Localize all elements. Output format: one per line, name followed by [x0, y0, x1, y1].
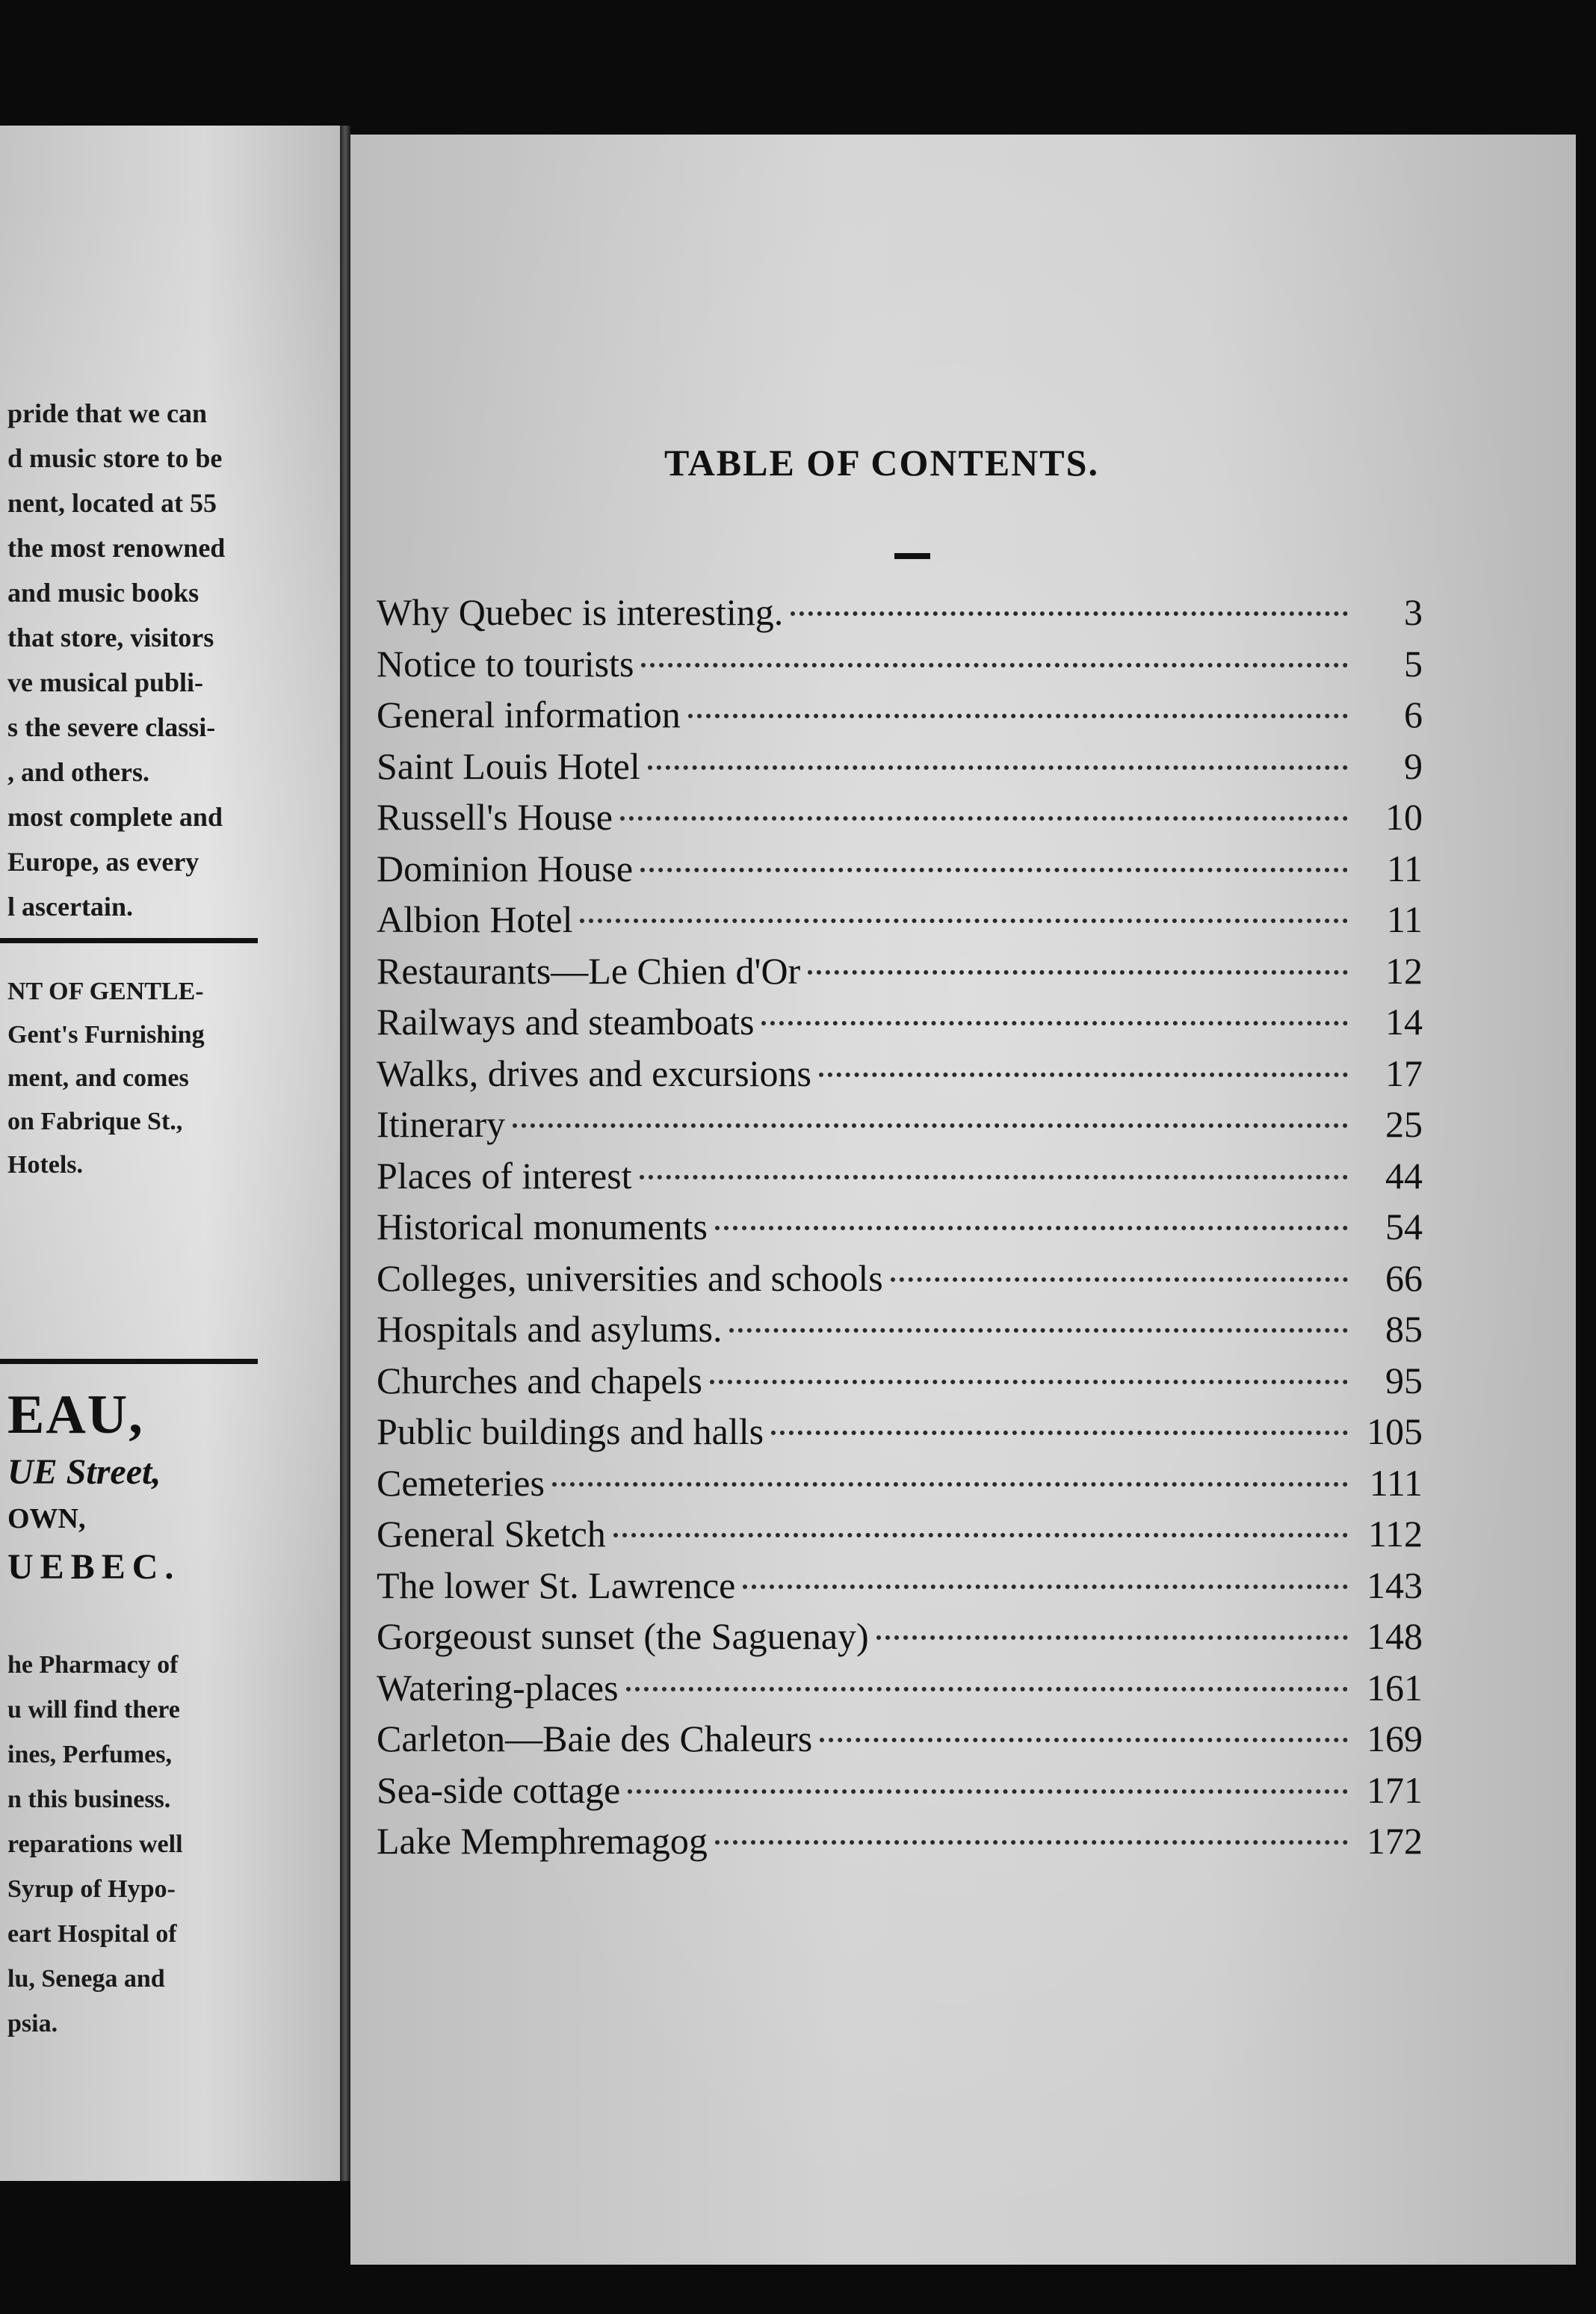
toc-entry [377, 898, 1423, 949]
toc-entry-title: Saint Louis Hotel [377, 744, 640, 787]
toc-entry-title: Churches and chapels [377, 1359, 702, 1401]
left-paragraph-line: nent, located at 55 [7, 488, 217, 518]
toc-entry [377, 1461, 1423, 1513]
toc-entry-title: Colleges, universities and schools [377, 1256, 883, 1299]
left-notice [7, 970, 321, 1187]
toc-entry-title: Why Quebec is interesting. [377, 591, 784, 633]
toc-entry [377, 642, 1423, 694]
toc-entry-title: General Sketch [377, 1513, 606, 1555]
toc-entry-title: Itinerary [377, 1103, 506, 1145]
toc-list [377, 590, 1423, 1871]
right-page [350, 135, 1576, 2265]
toc-entry [377, 1154, 1423, 1206]
toc-entry-title: Albion Hotel [377, 898, 573, 940]
toc-entry [377, 1052, 1423, 1103]
toc-entry [377, 1359, 1423, 1410]
toc-entry-title: Carleton—Baie des Chaleurs [377, 1718, 813, 1759]
left-pharmacy-line: Syrup of Hypo- [7, 1875, 176, 1903]
dot-leader [628, 1789, 1348, 1794]
left-paragraph-line: and music books [7, 578, 200, 608]
toc-entry-title: Places of interest [377, 1154, 632, 1197]
toc-entry-title: Lake Memphremagog [377, 1820, 708, 1862]
left-paragraph-line: most complete and [7, 802, 223, 832]
toc-entry [377, 1768, 1423, 1820]
toc-entry-page: 85 [1385, 1308, 1423, 1350]
dot-leader [513, 1123, 1348, 1128]
toc-entry-title: General information [377, 694, 681, 735]
toc-entry-title: Sea-side cottage [377, 1768, 621, 1811]
dot-leader [640, 1175, 1348, 1179]
toc-entry-page: 9 [1404, 744, 1423, 787]
dot-leader [761, 1021, 1348, 1025]
book-gutter [340, 126, 350, 2181]
dot-leader [580, 919, 1348, 923]
toc-entry-page: 17 [1385, 1052, 1423, 1094]
left-notice-line: Hotels. [7, 1151, 84, 1179]
left-pharmacy-line: lu, Senega and [7, 1965, 165, 1993]
left-paragraph-line: , and others. [7, 757, 150, 787]
left-paragraph [7, 391, 321, 929]
toc-entry-title: The lower St. Lawrence [377, 1564, 736, 1606]
dot-leader [640, 868, 1348, 872]
left-notice-line: NT OF GENTLE- [7, 978, 204, 1005]
left-paragraph-line: Europe, as every [7, 847, 200, 877]
dot-leader [710, 1380, 1348, 1384]
toc-entry-page: 11 [1386, 898, 1423, 940]
left-pharmacy-line: reparations well [7, 1830, 183, 1858]
left-page-fragment [0, 126, 340, 2181]
toc-entry-page: 112 [1367, 1513, 1423, 1555]
toc-entry-title: Restaurants—Le Chien d'Or [377, 949, 801, 992]
toc-entry-title: Railways and steamboats [377, 1001, 755, 1043]
toc-entry-title: Dominion House [377, 847, 634, 889]
left-pharmacy-line: he Pharmacy of [7, 1651, 179, 1679]
left-paragraph-line: s the severe classi- [7, 712, 216, 742]
left-pharmacy-line: psia. [7, 2010, 58, 2037]
toc-entry-title: Cemeteries [377, 1461, 545, 1504]
toc-entry [377, 1512, 1423, 1564]
toc-entry-page: 3 [1404, 591, 1423, 633]
dot-leader [688, 714, 1348, 718]
dot-leader [648, 765, 1348, 770]
toc-entry [377, 590, 1423, 642]
dot-leader [613, 1533, 1348, 1537]
dot-leader [891, 1277, 1348, 1282]
toc-entry-title: Gorgeoust sunset (the Saguenay) [377, 1615, 869, 1657]
toc-entry-page: 161 [1367, 1666, 1423, 1709]
toc-entry-page: 12 [1385, 949, 1423, 992]
dot-leader [626, 1687, 1348, 1691]
toc-entry [377, 1717, 1423, 1768]
toc-entry-page: 171 [1367, 1768, 1423, 1811]
toc-entry [377, 1102, 1423, 1154]
dot-leader [743, 1585, 1348, 1589]
toc-entry-page: 5 [1404, 642, 1423, 685]
toc-entry-page: 44 [1385, 1154, 1423, 1197]
left-notice-line: ment, and comes [7, 1064, 189, 1092]
toc-entry-page: 6 [1404, 694, 1423, 735]
left-paragraph-line: l ascertain. [7, 892, 133, 922]
toc-entry [377, 1666, 1423, 1718]
left-notice-line: on Fabrique St., [7, 1108, 183, 1135]
toc-entry-page: 172 [1367, 1820, 1423, 1862]
toc-entry-title: Russell's House [377, 796, 613, 838]
toc-entry-page: 66 [1385, 1256, 1423, 1299]
toc-entry [377, 1410, 1423, 1461]
toc-entry [377, 1614, 1423, 1666]
toc-entry-page: 105 [1367, 1410, 1423, 1452]
dot-leader [715, 1226, 1348, 1230]
dot-leader [729, 1328, 1348, 1333]
toc-entry-page: 111 [1369, 1461, 1423, 1504]
toc-entry-page: 54 [1385, 1206, 1423, 1247]
dot-leader [876, 1635, 1348, 1640]
left-paragraph-line: pride that we can [7, 398, 207, 428]
left-paragraph-line: the most renowned [7, 533, 226, 563]
toc-title: TABLE OF CONTENTS. [664, 442, 1099, 484]
toc-entry-page: 25 [1385, 1103, 1423, 1145]
left-notice-line: Gent's Furnishing [7, 1021, 205, 1049]
advert-street: UE Street, [7, 1452, 161, 1492]
advert-city: UEBEC. [7, 1547, 181, 1587]
divider-rule [0, 938, 258, 943]
dot-leader [819, 1073, 1348, 1077]
dot-leader [791, 611, 1348, 616]
left-paragraph-line: that store, visitors [7, 623, 214, 652]
toc-entry-page: 143 [1367, 1564, 1423, 1606]
toc-entry-page: 11 [1386, 847, 1423, 889]
toc-entry-title: Watering-places [377, 1666, 619, 1709]
toc-entry-title: Hospitals and asylums. [377, 1308, 723, 1350]
toc-entry-title: Public buildings and halls [377, 1410, 764, 1452]
dot-leader [771, 1431, 1348, 1435]
divider-rule [0, 1359, 258, 1364]
dot-leader [641, 663, 1348, 667]
dot-leader [820, 1738, 1348, 1742]
toc-entry-page: 148 [1367, 1615, 1423, 1657]
left-paragraph-line: d music store to be [7, 443, 223, 473]
toc-entry [377, 1205, 1423, 1256]
left-paragraph-line: ve musical publi- [7, 667, 204, 697]
left-advert-heading [7, 1381, 329, 1593]
dot-leader [620, 816, 1348, 821]
toc-entry [377, 1256, 1423, 1308]
toc-entry [377, 744, 1423, 796]
toc-entry [377, 949, 1423, 1001]
toc-entry [377, 1564, 1423, 1615]
toc-entry-page: 95 [1385, 1359, 1423, 1401]
left-pharmacy-line: eart Hospital of [7, 1920, 177, 1948]
toc-entry-page: 10 [1385, 796, 1423, 838]
toc-entry-page: 14 [1385, 1001, 1423, 1043]
toc-entry-page: 169 [1367, 1718, 1423, 1759]
advert-name: EAU, [7, 1384, 144, 1446]
left-pharmacy-line: n this business. [7, 1786, 171, 1813]
advert-town: OWN, [7, 1503, 86, 1534]
toc-entry [377, 847, 1423, 898]
dot-leader [552, 1482, 1348, 1487]
title-dash-ornament [894, 553, 930, 559]
toc-entry-title: Walks, drives and excursions [377, 1052, 811, 1094]
toc-entry-title: Historical monuments [377, 1206, 708, 1247]
toc-entry [377, 693, 1423, 744]
left-pharmacy-text [7, 1643, 321, 2046]
left-pharmacy-line: ines, Perfumes, [7, 1741, 173, 1768]
dot-leader [808, 970, 1348, 975]
toc-entry [377, 1000, 1423, 1052]
toc-entry [377, 1819, 1423, 1871]
toc-entry [377, 1307, 1423, 1359]
toc-entry-title: Notice to tourists [377, 642, 634, 685]
toc-entry [377, 795, 1423, 847]
left-pharmacy-line: u will find there [7, 1696, 180, 1724]
dot-leader [715, 1840, 1348, 1845]
